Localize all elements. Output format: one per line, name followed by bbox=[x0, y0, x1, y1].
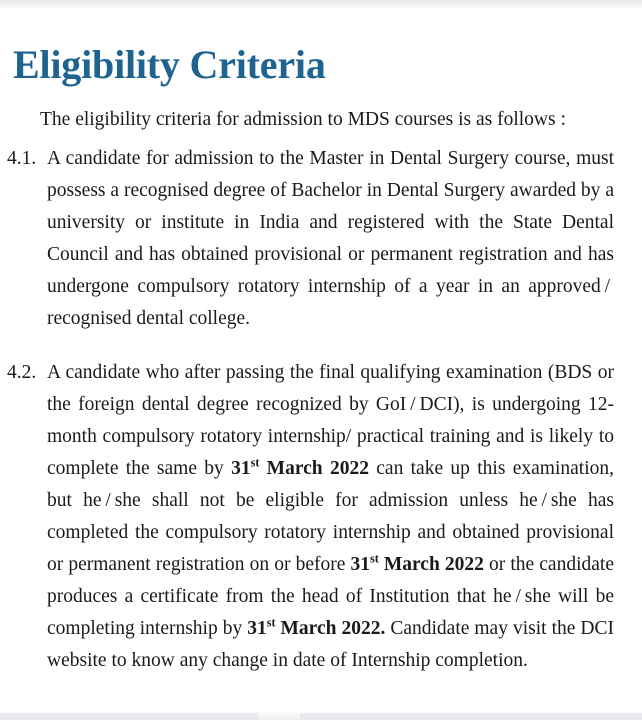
clause-text-run: A candidate for admission to the Master in Dental Surgery course, must possess a recognised degree of Bachelor in Dental Surgery awarded by a university or institute in India and registered with the State Dental Council and has obtained provisional or permanent registration and has undergone compulsory rotatory internship of a year in an approved / recognised dental college. bbox=[47, 148, 614, 329]
clause-number: 4.1. bbox=[7, 148, 37, 169]
clause-text-run: A candidate who after passing the final qualifying examination (BDS or the foreign dental degree recognized by GoI / DCI), is undergoing 12-month compulsory rotatory internship/ practical training and is likely to complete the same by bbox=[47, 362, 614, 479]
bottom-strip-segment-right bbox=[300, 713, 642, 720]
clause-number: 4.2. bbox=[7, 362, 37, 383]
deadline-ordinal-suffix: st bbox=[266, 615, 276, 630]
deadline-month-year: March 2022 bbox=[259, 458, 369, 479]
deadline-date bbox=[231, 455, 369, 479]
bottom-strip-segment-left bbox=[0, 713, 258, 720]
deadline-day: 31 bbox=[231, 458, 251, 479]
deadline-ordinal-suffix: st bbox=[250, 455, 260, 470]
page-bottom-edge-strip bbox=[0, 711, 642, 720]
page-title: Eligibility Criteria bbox=[13, 41, 326, 87]
clause-text bbox=[47, 143, 614, 335]
clause-text-run: Candidate may visit the DCI website to know any change in date of Internship completion. bbox=[47, 618, 614, 671]
deadline-date bbox=[350, 551, 484, 575]
intro-paragraph: The eligibility criteria for admission to MDS courses is as follows : bbox=[40, 108, 566, 130]
clause-item bbox=[7, 357, 614, 677]
deadline-month-year: March 2022 bbox=[378, 554, 484, 575]
clause-text-run: or the candidate produces a certificate from the head of Institution that he / she will be completing internship by bbox=[47, 554, 614, 639]
deadline-ordinal-suffix: st bbox=[370, 551, 379, 566]
clause-text bbox=[47, 357, 614, 677]
clause-item bbox=[7, 143, 614, 335]
deadline-month-year: March 2022. bbox=[275, 618, 386, 639]
clause-text-run: can take up this examination, but he / she shall not be eligible for admission unless he / she has completed the compulsory rotatory internship and obtained provisional or permanent registration on or before bbox=[47, 458, 614, 575]
clause-list bbox=[7, 143, 614, 677]
deadline-day: 31 bbox=[350, 554, 370, 575]
deadline-date bbox=[247, 615, 386, 639]
deadline-day: 31 bbox=[247, 618, 267, 639]
